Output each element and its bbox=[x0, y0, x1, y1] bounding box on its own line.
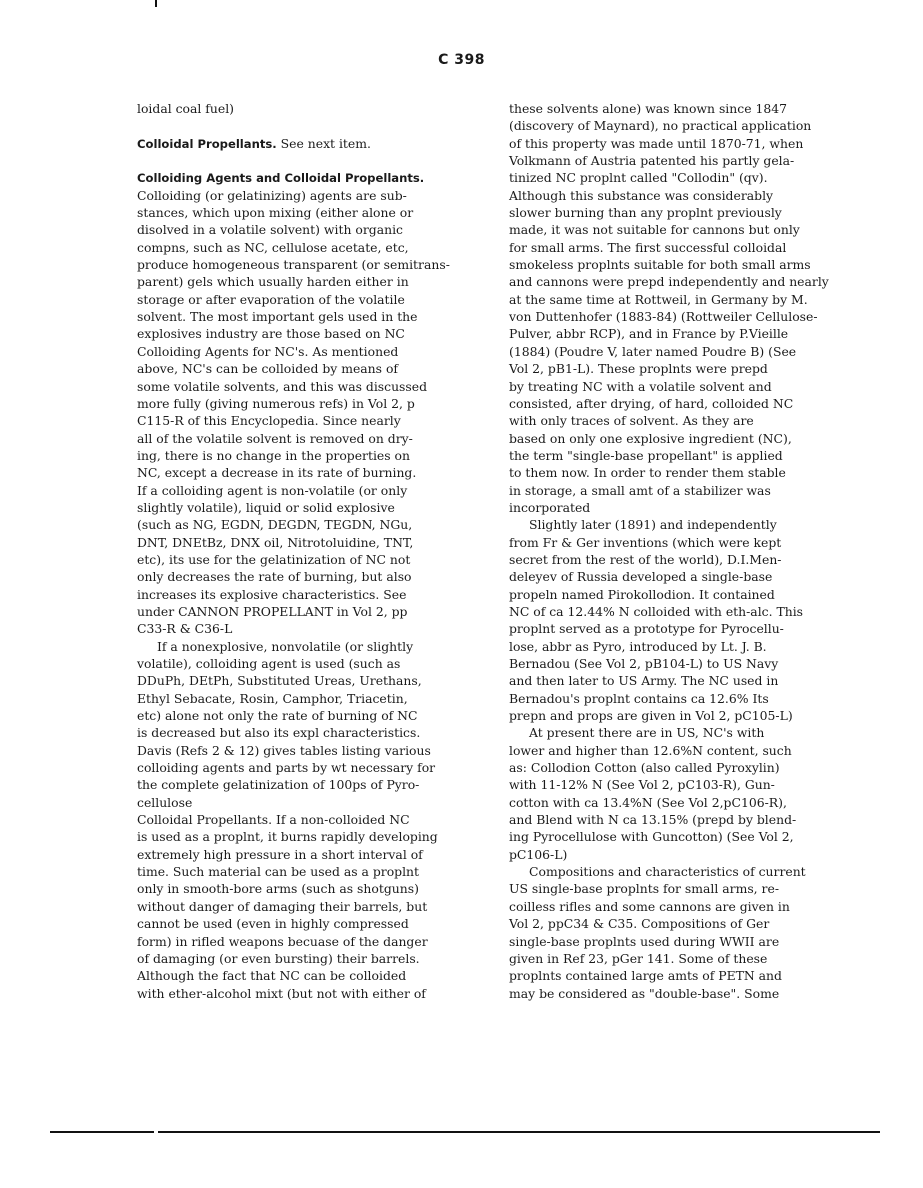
text-line bbox=[137, 880, 467, 897]
text-line bbox=[137, 586, 467, 603]
text-line bbox=[509, 447, 849, 464]
line-text: Compositions and characteristics of current bbox=[529, 864, 806, 880]
line-text: made, it was not suitable for cannons but only bbox=[509, 222, 800, 238]
line-text: DDuPh, DEtPh, Substituted Ureas, Urethans, bbox=[137, 673, 422, 689]
right-column bbox=[509, 100, 849, 1002]
text-line bbox=[509, 516, 849, 533]
text-line bbox=[137, 933, 467, 950]
line-text: Ethyl Sebacate, Rosin, Camphor, Triacetin, bbox=[137, 690, 408, 706]
line-text: incorporated bbox=[509, 499, 591, 515]
text-line bbox=[509, 828, 849, 845]
line-text: (such as NG, EGDN, DEGDN, TEGDN, NGu, bbox=[137, 517, 413, 533]
line-text: Slightly later (1891) and independently bbox=[529, 517, 777, 533]
line-text: Colloiding (or gelatinizing) agents are sub- bbox=[137, 187, 407, 203]
text-line bbox=[137, 447, 467, 464]
text-line bbox=[509, 395, 849, 412]
line-text: etc) alone not only the rate of burning of NC bbox=[137, 708, 418, 724]
line-text: Vol 2, ppC34 & C35. Compositions of Ger bbox=[509, 916, 770, 932]
text-line bbox=[509, 291, 849, 308]
line-text: storage or after evaporation of the volatile bbox=[137, 291, 405, 307]
line-text: If a colloiding agent is non-volatile (or only bbox=[137, 482, 408, 498]
line-text: of damaging (or even bursting) their barrels. bbox=[137, 950, 420, 966]
text-line bbox=[509, 863, 849, 880]
text-line bbox=[509, 603, 849, 620]
text-line bbox=[509, 100, 849, 117]
line-text: smokeless proplnts suitable for both small arms bbox=[509, 257, 811, 273]
line-text: these solvents alone) was known since 1847 bbox=[509, 101, 787, 116]
text-line bbox=[137, 551, 467, 568]
text-line bbox=[137, 724, 467, 741]
page-number: C 398 bbox=[438, 52, 485, 68]
text-line bbox=[509, 568, 849, 585]
line-text: volatile), colloiding agent is used (such as bbox=[137, 656, 401, 671]
text-line bbox=[509, 343, 849, 360]
line-text: solvent. The most important gels used in the bbox=[137, 309, 418, 325]
line-text: in storage, a small amt of a stabilizer was bbox=[509, 482, 771, 498]
text-line bbox=[509, 759, 849, 776]
text-line bbox=[509, 273, 849, 290]
top-margin-mark bbox=[155, 0, 157, 7]
line-text: consisted, after drying, of hard, colloided NC bbox=[509, 395, 794, 411]
line-text: time. Such material can be used as a proplnt bbox=[137, 864, 420, 880]
text-line bbox=[509, 204, 849, 221]
paragraph-gap bbox=[137, 152, 467, 169]
line-text: above, NC's can be colloided by means of bbox=[137, 361, 399, 377]
text-line bbox=[137, 742, 467, 759]
line-text: is used as a proplnt, it burns rapidly developing bbox=[137, 829, 438, 845]
text-line bbox=[509, 499, 849, 516]
line-text: proplnt served as a prototype for Pyrocellu- bbox=[509, 621, 784, 637]
line-text: the complete gelatinization of 100ps of Pyro- bbox=[137, 777, 420, 793]
text-line bbox=[137, 759, 467, 776]
line-text: for small arms. The first successful colloidal bbox=[509, 239, 787, 255]
text-line bbox=[137, 811, 467, 828]
line-text: compns, such as NC, cellulose acetate, etc, bbox=[137, 239, 409, 255]
text-line bbox=[137, 360, 467, 377]
line-text: Pulver, abbr RCP), and in France by P.Vieille bbox=[509, 326, 789, 342]
text-line bbox=[137, 100, 467, 117]
line-text: At present there are in US, NC's with bbox=[529, 725, 765, 741]
line-text: only decreases the rate of burning, but also bbox=[137, 569, 412, 585]
text-line bbox=[137, 690, 467, 707]
line-text: secret from the rest of the world), D.I.Men- bbox=[509, 551, 782, 567]
line-text: prepn and props are given in Vol 2, pC105-L) bbox=[509, 708, 793, 724]
text-line bbox=[509, 620, 849, 637]
line-text: all of the volatile solvent is removed on dry- bbox=[137, 430, 413, 446]
text-line bbox=[509, 221, 849, 238]
line-text: US single-base proplnts for small arms, re- bbox=[509, 881, 780, 897]
line-text: C33-R & C36-L bbox=[137, 621, 233, 637]
line-text: based on only one explosive ingredient (NC), bbox=[509, 430, 792, 446]
line-text: ing, there is no change in the properties on bbox=[137, 447, 410, 463]
line-text: of this property was made until 1870-71, when bbox=[509, 135, 804, 151]
text-line bbox=[137, 291, 467, 308]
line-text: produce homogeneous transparent (or semitrans- bbox=[137, 257, 450, 273]
line-text: cannot be used (even in highly compressed bbox=[137, 916, 409, 932]
line-text: If a nonexplosive, nonvolatile (or slightly bbox=[157, 638, 414, 654]
text-line bbox=[137, 915, 467, 932]
text-line bbox=[137, 707, 467, 724]
line-text: loidal coal fuel) bbox=[137, 101, 234, 116]
line-text: pC106-L) bbox=[509, 846, 568, 862]
text-line bbox=[137, 967, 467, 984]
text-line bbox=[137, 672, 467, 689]
line-text: is decreased but also its expl characteristics. bbox=[137, 725, 421, 741]
text-line bbox=[509, 169, 849, 186]
line-text: Colloidal Propellants. If a non-colloided NC bbox=[137, 812, 410, 828]
text-line bbox=[137, 239, 467, 256]
line-text: to them now. In order to render them stable bbox=[509, 465, 786, 481]
line-text: Bernadou (See Vol 2, pB104-L) to US Navy bbox=[509, 656, 779, 671]
text-line bbox=[137, 169, 467, 186]
line-text: given in Ref 23, pGer 141. Some of these bbox=[509, 950, 768, 966]
line-text: slightly volatile), liquid or solid explosive bbox=[137, 499, 395, 515]
line-text: cellulose bbox=[137, 794, 193, 810]
text-line bbox=[137, 325, 467, 342]
line-text: under CANNON PROPELLANT in Vol 2, pp bbox=[137, 603, 408, 619]
text-line bbox=[137, 846, 467, 863]
line-text: (1884) (Poudre V, later named Poudre B) (See bbox=[509, 343, 797, 359]
text-line bbox=[137, 464, 467, 481]
text-line bbox=[137, 308, 467, 325]
line-text: Vol 2, pB1-L). These proplnts were prepd bbox=[509, 361, 768, 377]
line-text: cotton with ca 13.4%N (See Vol 2,pC106-R), bbox=[509, 794, 787, 810]
text-line bbox=[509, 135, 849, 152]
text-line bbox=[509, 898, 849, 915]
line-text: C115-R of this Encyclopedia. Since nearly bbox=[137, 413, 401, 429]
footer-rule-left bbox=[50, 1131, 154, 1133]
text-line bbox=[137, 776, 467, 793]
left-column bbox=[137, 100, 467, 1002]
line-text: and Blend with N ca 13.15% (prepd by blend- bbox=[509, 812, 797, 828]
text-line bbox=[509, 933, 849, 950]
line-text: slower burning than any proplnt previously bbox=[509, 205, 782, 221]
section-heading: Colloidal Propellants. bbox=[137, 136, 277, 151]
text-line bbox=[509, 638, 849, 655]
line-text: proplnts contained large amts of PETN and bbox=[509, 968, 782, 984]
text-line bbox=[509, 430, 849, 447]
text-line bbox=[137, 499, 467, 516]
text-line bbox=[137, 638, 467, 655]
text-line bbox=[509, 464, 849, 481]
text-line bbox=[137, 655, 467, 672]
line-text: lose, abbr as Pyro, introduced by Lt. J. B. bbox=[509, 638, 767, 654]
text-line bbox=[137, 620, 467, 637]
line-text: colloiding agents and parts by wt necessary for bbox=[137, 760, 436, 776]
line-text: tinized NC proplnt called "Collodin" (qv). bbox=[509, 170, 768, 186]
line-text: ing Pyrocellulose with Guncotton) (See Vol 2, bbox=[509, 829, 794, 845]
text-line bbox=[137, 828, 467, 845]
line-text: deleyev of Russia developed a single-base bbox=[509, 569, 773, 585]
line-text: only in smooth-bore arms (such as shotguns) bbox=[137, 881, 419, 897]
text-line bbox=[509, 707, 849, 724]
text-line bbox=[137, 950, 467, 967]
text-line bbox=[137, 412, 467, 429]
text-line bbox=[137, 256, 467, 273]
line-text: at the same time at Rottweil, in Germany by M. bbox=[509, 291, 808, 307]
text-line bbox=[509, 950, 849, 967]
line-text: the term "single-base propellant" is applied bbox=[509, 447, 783, 463]
line-text: some volatile solvents, and this was discussed bbox=[137, 378, 428, 394]
text-line bbox=[137, 534, 467, 551]
text-line bbox=[509, 967, 849, 984]
line-text: Colloiding Agents for NC's. As mentioned bbox=[137, 343, 399, 359]
line-text: parent) gels which usually harden either in bbox=[137, 274, 409, 290]
line-text: See next item. bbox=[276, 135, 371, 151]
line-text: by treating NC with a volatile solvent and bbox=[509, 378, 772, 394]
text-line bbox=[509, 586, 849, 603]
text-line bbox=[509, 239, 849, 256]
text-line bbox=[137, 863, 467, 880]
text-line bbox=[509, 846, 849, 863]
text-line bbox=[509, 655, 849, 672]
text-line bbox=[137, 221, 467, 238]
line-text: NC, except a decrease in its rate of burning. bbox=[137, 465, 417, 481]
line-text: DNT, DNEtBz, DNX oil, Nitrotoluidine, TNT, bbox=[137, 534, 414, 550]
text-line bbox=[509, 776, 849, 793]
line-text: (discovery of Maynard), no practical application bbox=[509, 118, 812, 134]
line-text: may be considered as "double-base". Some bbox=[509, 985, 780, 1001]
text-line bbox=[509, 187, 849, 204]
text-line bbox=[509, 308, 849, 325]
line-text: and then later to US Army. The NC used in bbox=[509, 673, 779, 689]
text-line bbox=[509, 724, 849, 741]
text-line bbox=[509, 152, 849, 169]
paragraph-gap bbox=[137, 117, 467, 134]
text-line bbox=[509, 360, 849, 377]
line-text: Bernadou's proplnt contains ca 12.6% Its bbox=[509, 690, 769, 706]
line-text: without danger of damaging their barrels, but bbox=[137, 898, 428, 914]
line-text: with only traces of solvent. As they are bbox=[509, 413, 754, 429]
line-text: with 11-12% N (See Vol 2, pC103-R), Gun- bbox=[509, 777, 775, 793]
text-line bbox=[137, 395, 467, 412]
line-text: form) in rifled weapons becuase of the danger bbox=[137, 933, 428, 949]
text-line bbox=[137, 187, 467, 204]
text-line bbox=[509, 551, 849, 568]
line-text: disolved in a volatile solvent) with organic bbox=[137, 222, 403, 238]
line-text: from Fr & Ger inventions (which were kept bbox=[509, 534, 782, 550]
text-line bbox=[509, 811, 849, 828]
line-text: explosives industry are those based on NC bbox=[137, 326, 405, 342]
text-line bbox=[137, 482, 467, 499]
text-line bbox=[137, 430, 467, 447]
line-text: Davis (Refs 2 & 12) gives tables listing various bbox=[137, 742, 431, 758]
text-line bbox=[137, 516, 467, 533]
line-text: stances, which upon mixing (either alone or bbox=[137, 205, 414, 221]
text-line bbox=[137, 378, 467, 395]
text-line bbox=[509, 412, 849, 429]
text-line bbox=[137, 135, 467, 152]
text-line bbox=[137, 603, 467, 620]
text-line bbox=[137, 343, 467, 360]
text-line bbox=[509, 117, 849, 134]
line-text: propeln named Pirokollodion. It contained bbox=[509, 586, 775, 602]
text-line bbox=[137, 985, 467, 1002]
line-text: coilless rifles and some cannons are given in bbox=[509, 898, 790, 914]
text-line bbox=[137, 794, 467, 811]
line-text: extremely high pressure in a short interval of bbox=[137, 846, 423, 862]
text-line bbox=[509, 985, 849, 1002]
text-line bbox=[137, 273, 467, 290]
line-text: and cannons were prepd independently and nearly bbox=[509, 274, 829, 290]
text-line bbox=[137, 898, 467, 915]
line-text: Although the fact that NC can be colloided bbox=[137, 968, 407, 984]
line-text: increases its explosive characteristics. See bbox=[137, 586, 407, 602]
text-line bbox=[509, 742, 849, 759]
line-text: with ether-alcohol mixt (but not with either of bbox=[137, 985, 426, 1001]
text-line bbox=[509, 325, 849, 342]
line-text: NC of ca 12.44% N colloided with eth-alc. This bbox=[509, 603, 804, 619]
text-line bbox=[509, 880, 849, 897]
line-text: etc), its use for the gelatinization of NC not bbox=[137, 551, 411, 567]
text-line bbox=[509, 378, 849, 395]
line-text: Although this substance was considerably bbox=[509, 187, 774, 203]
text-line bbox=[509, 672, 849, 689]
line-text: single-base proplnts used during WWII are bbox=[509, 933, 780, 949]
line-text: Volkmann of Austria patented his partly gela- bbox=[509, 153, 795, 169]
text-line bbox=[137, 204, 467, 221]
text-line bbox=[509, 915, 849, 932]
text-line bbox=[509, 256, 849, 273]
text-line bbox=[509, 482, 849, 499]
footer-rule-right bbox=[158, 1131, 880, 1133]
line-text: von Duttenhofer (1883-84) (Rottweiler Cellulose- bbox=[509, 309, 818, 325]
text-line bbox=[509, 534, 849, 551]
text-line bbox=[509, 690, 849, 707]
line-text: as: Collodion Cotton (also called Pyroxylin) bbox=[509, 760, 780, 776]
text-line bbox=[137, 568, 467, 585]
line-text: more fully (giving numerous refs) in Vol 2, p bbox=[137, 395, 415, 411]
text-line bbox=[509, 794, 849, 811]
line-text: lower and higher than 12.6%N content, such bbox=[509, 742, 792, 758]
section-heading: Colloiding Agents and Colloidal Propellants. bbox=[137, 171, 425, 186]
